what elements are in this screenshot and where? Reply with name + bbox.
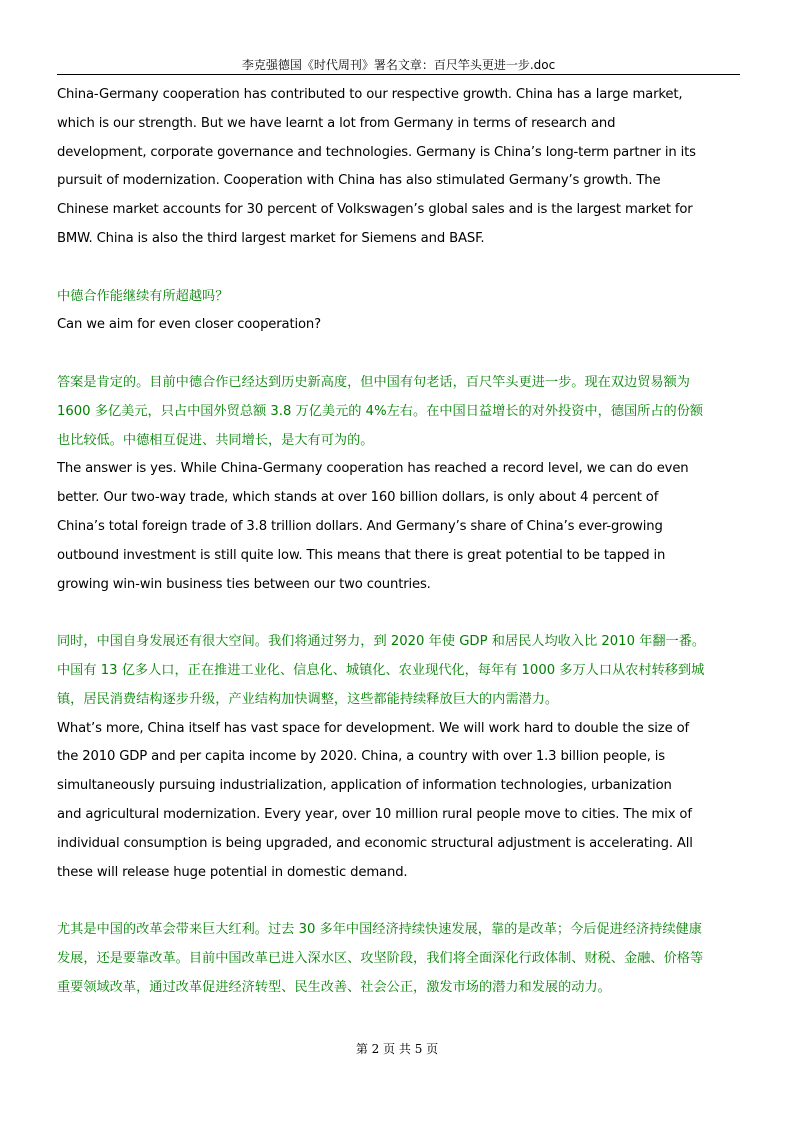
- text-line: these will release huge potential in domestic demand.: [57, 864, 408, 880]
- document-body: [57, 81, 743, 1003]
- paragraph-en-cooperation-growth: [57, 81, 743, 254]
- text-line: 1600 多亿美元，只占中国外贸总额 3.8 万亿美元的 4%左右。在中国日益增长的对外投资中，德国所占的份额: [57, 403, 704, 419]
- page-number: 第 2 页 共 5 页: [355, 1042, 439, 1056]
- text-line: growing win-win business ties between our two countries.: [57, 576, 431, 592]
- text-line: 中国有 13 亿多人口，正在推进工业化、信息化、城镇化、农业现代化，每年有 1000 多万人口从农村转移到城: [57, 662, 705, 678]
- text-line: 也比较低。中德相互促进、共同增长，是大有可为的。: [57, 432, 374, 448]
- text-line: better. Our two-way trade, which stands at over 160 billion dollars, is only about 4 percent of: [57, 490, 659, 506]
- paragraph-zh-answer-yes: [57, 369, 743, 455]
- text-line: the 2010 GDP and per capita income by 2020. China, a country with over 1.3 billion people, is: [57, 749, 666, 765]
- text-line: simultaneously pursuing industrialization, application of information technologies, urbanization: [57, 778, 672, 794]
- text-line: 镇，居民消费结构逐步升级，产业结构加快调整，这些都能持续释放巨大的内需潜力。: [57, 691, 559, 707]
- text-line: The answer is yes. While China-Germany cooperation has reached a record level, we can do even: [57, 461, 689, 477]
- text-line: pursuit of modernization. Cooperation with China has also stimulated Germany’s growth. The: [57, 173, 661, 189]
- paragraph-spacer: [57, 887, 743, 916]
- text-line: 答案是肯定的。目前中德合作已经达到历史新高度，但中国有句老话，百尺竿头更进一步。现在双边贸易额为: [57, 374, 690, 390]
- text-line: 中德合作能继续有所超越吗？: [57, 288, 229, 304]
- paragraph-zh-development-space: [57, 628, 743, 714]
- text-line: What’s more, China itself has vast space for development. We will work hard to double the size of: [57, 720, 689, 736]
- document-title: 李克强德国《时代周刊》署名文章：百尺竿头更进一步.doc: [241, 58, 556, 72]
- text-line: 同时，中国自身发展还有很大空间。我们将通过努力，到 2020 年使 GDP 和居民人均收入比 2010 年翻一番。: [57, 634, 706, 650]
- text-line: BMW. China is also the third largest market for Siemens and BASF.: [57, 230, 485, 246]
- text-line: individual consumption is being upgraded, and economic structural adjustment is accelerating. All: [57, 835, 693, 851]
- paragraph-en-development-space: [57, 715, 743, 888]
- text-line: which is our strength. But we have learnt a lot from Germany in terms of research and: [57, 115, 616, 131]
- text-line: and agricultural modernization. Every year, over 10 million rural people move to cities. The mix of: [57, 806, 692, 822]
- text-line: outbound investment is still quite low. This means that there is great potential to be tapped in: [57, 547, 666, 563]
- text-line: Chinese market accounts for 30 percent of Volkswagen’s global sales and is the largest market for: [57, 202, 693, 218]
- text-line: Can we aim for even closer cooperation?: [57, 317, 321, 333]
- text-line: 发展，还是要靠改革。目前中国改革已进入深水区、攻坚阶段，我们将全面深化行政体制、财税、金融、价格等: [57, 950, 704, 966]
- document-header: [57, 56, 740, 75]
- page-footer: [0, 1040, 794, 1058]
- paragraph-spacer: [57, 340, 743, 369]
- paragraph-zh-reform-dividend: [57, 916, 743, 1002]
- text-line: 尤其是中国的改革会带来巨大红利。过去 30 多年中国经济持续快速发展，靠的是改革；今后促进经济持续健康: [57, 922, 702, 938]
- paragraph-spacer: [57, 599, 743, 628]
- text-line: development, corporate governance and technologies. Germany is China’s long-term partner in its: [57, 144, 696, 160]
- paragraph-spacer: [57, 254, 743, 283]
- question-en: [57, 311, 743, 340]
- paragraph-en-answer-yes: [57, 455, 743, 599]
- text-line: China-Germany cooperation has contributed to our respective growth. China has a large market,: [57, 87, 683, 102]
- question-zh: [57, 283, 743, 312]
- text-line: China’s total foreign trade of 3.8 trillion dollars. And Germany’s share of China’s ever-growing: [57, 518, 663, 534]
- text-line: 重要领域改革，通过改革促进经济转型、民生改善、社会公正，激发市场的潜力和发展的动力。: [57, 979, 611, 995]
